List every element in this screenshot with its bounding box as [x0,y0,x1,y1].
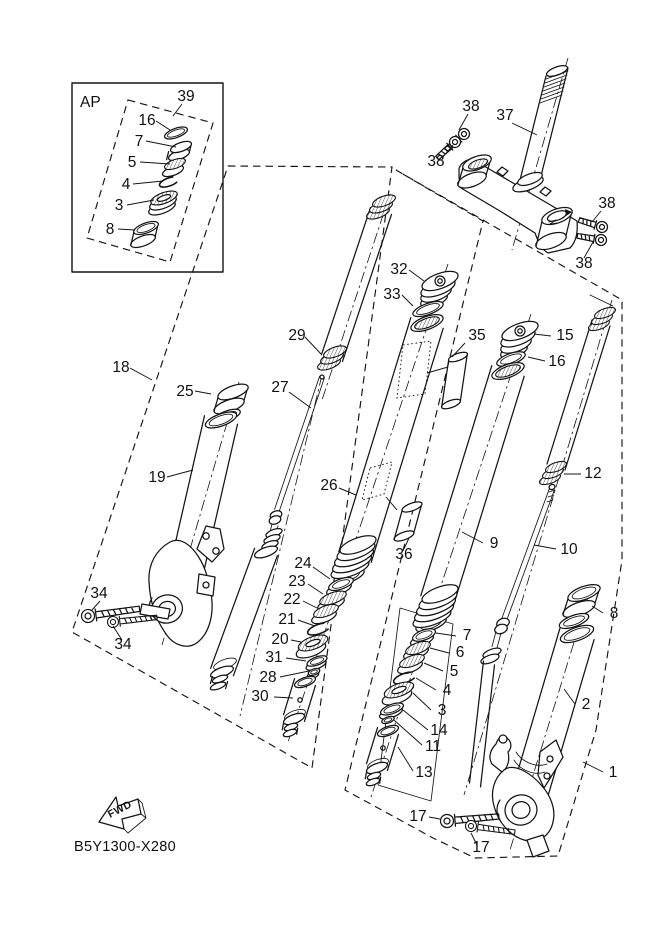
label-16-ap: 16 [138,112,156,129]
label-37: 37 [496,107,514,124]
label-5-ap: 5 [127,154,137,171]
label-17-right: 17 [472,839,490,856]
label-33: 33 [383,286,401,303]
oil-lock-piece-30 [282,674,317,738]
label-6-right: 6 [455,644,465,661]
label-11: 11 [424,738,442,755]
label-31: 31 [265,649,283,666]
left-axle-bracket [148,526,224,646]
label-1: 1 [608,764,618,781]
damper-rod-10 [470,484,556,787]
label-14: 14 [430,722,448,739]
label-28: 28 [259,669,277,686]
ap-oring-16 [163,125,189,142]
label-39: 39 [177,88,195,105]
label-16-right: 16 [548,353,566,370]
bushing-position-lower [362,462,392,500]
label-17-left: 17 [409,808,427,825]
right-inner-tube-9 [411,317,541,635]
right-axle-bracket [490,735,563,857]
label-38-left: 38 [427,153,445,170]
label-27: 27 [271,379,289,396]
fwd-arrow [99,797,146,833]
label-9: 9 [489,535,499,552]
label-26: 26 [320,477,338,494]
label-23: 23 [288,573,306,590]
label-19: 19 [148,469,166,486]
guide-bushing-8 [558,581,603,631]
ap-bushing-5 [161,156,187,179]
fwd-label: FWD [105,798,135,821]
ap-clip-4 [158,175,180,189]
lower-triple-clamp [456,152,578,253]
label-5-right: 5 [449,663,459,680]
label-30: 30 [251,688,269,705]
label-21: 21 [278,611,296,628]
label-34-upper: 34 [90,585,108,602]
label-2: 2 [581,696,591,713]
label-3-right: 3 [437,702,447,719]
label-36: 36 [395,546,413,563]
label-15: 15 [556,327,574,344]
label-35: 35 [468,327,486,344]
label-13: 13 [415,764,433,781]
bushing-sleeve-36 [393,500,423,543]
group-box-left-fork-18 [72,166,392,768]
label-10: 10 [560,541,578,558]
label-38-right-upper: 38 [598,195,616,212]
label-8-right: 8 [609,605,619,622]
label-7-ap: 7 [134,133,144,150]
bushing-5 [396,652,426,677]
label-38-right-lower: 38 [575,255,593,272]
label-29: 29 [288,327,306,344]
label-20: 20 [271,631,289,648]
ap-cup-8 [129,219,160,250]
label-8-ap: 8 [105,221,115,238]
label-24: 24 [294,555,312,572]
label-7-right: 7 [462,627,472,644]
ap-seal-3 [147,188,179,218]
label-25: 25 [176,383,194,400]
label-3-ap: 3 [114,197,124,214]
inset-label: AP [80,94,101,111]
bushing-position-upper [397,341,431,398]
label-4-ap: 4 [121,176,131,193]
oil-lock-piece-13 [365,723,400,787]
label-32: 32 [390,261,408,278]
drawing-code: B5Y1300-X280 [74,839,176,855]
label-4-right: 4 [442,682,452,699]
left-outer-tube-19 [81,381,250,646]
label-18: 18 [112,359,130,376]
kit-box-corner [590,295,613,306]
label-38-top: 38 [462,98,480,115]
label-12: 12 [584,465,602,482]
label-34-lower: 34 [114,636,132,653]
label-22: 22 [283,591,301,608]
rebound-spring-12 [538,305,617,487]
bushing-22 [310,602,340,627]
